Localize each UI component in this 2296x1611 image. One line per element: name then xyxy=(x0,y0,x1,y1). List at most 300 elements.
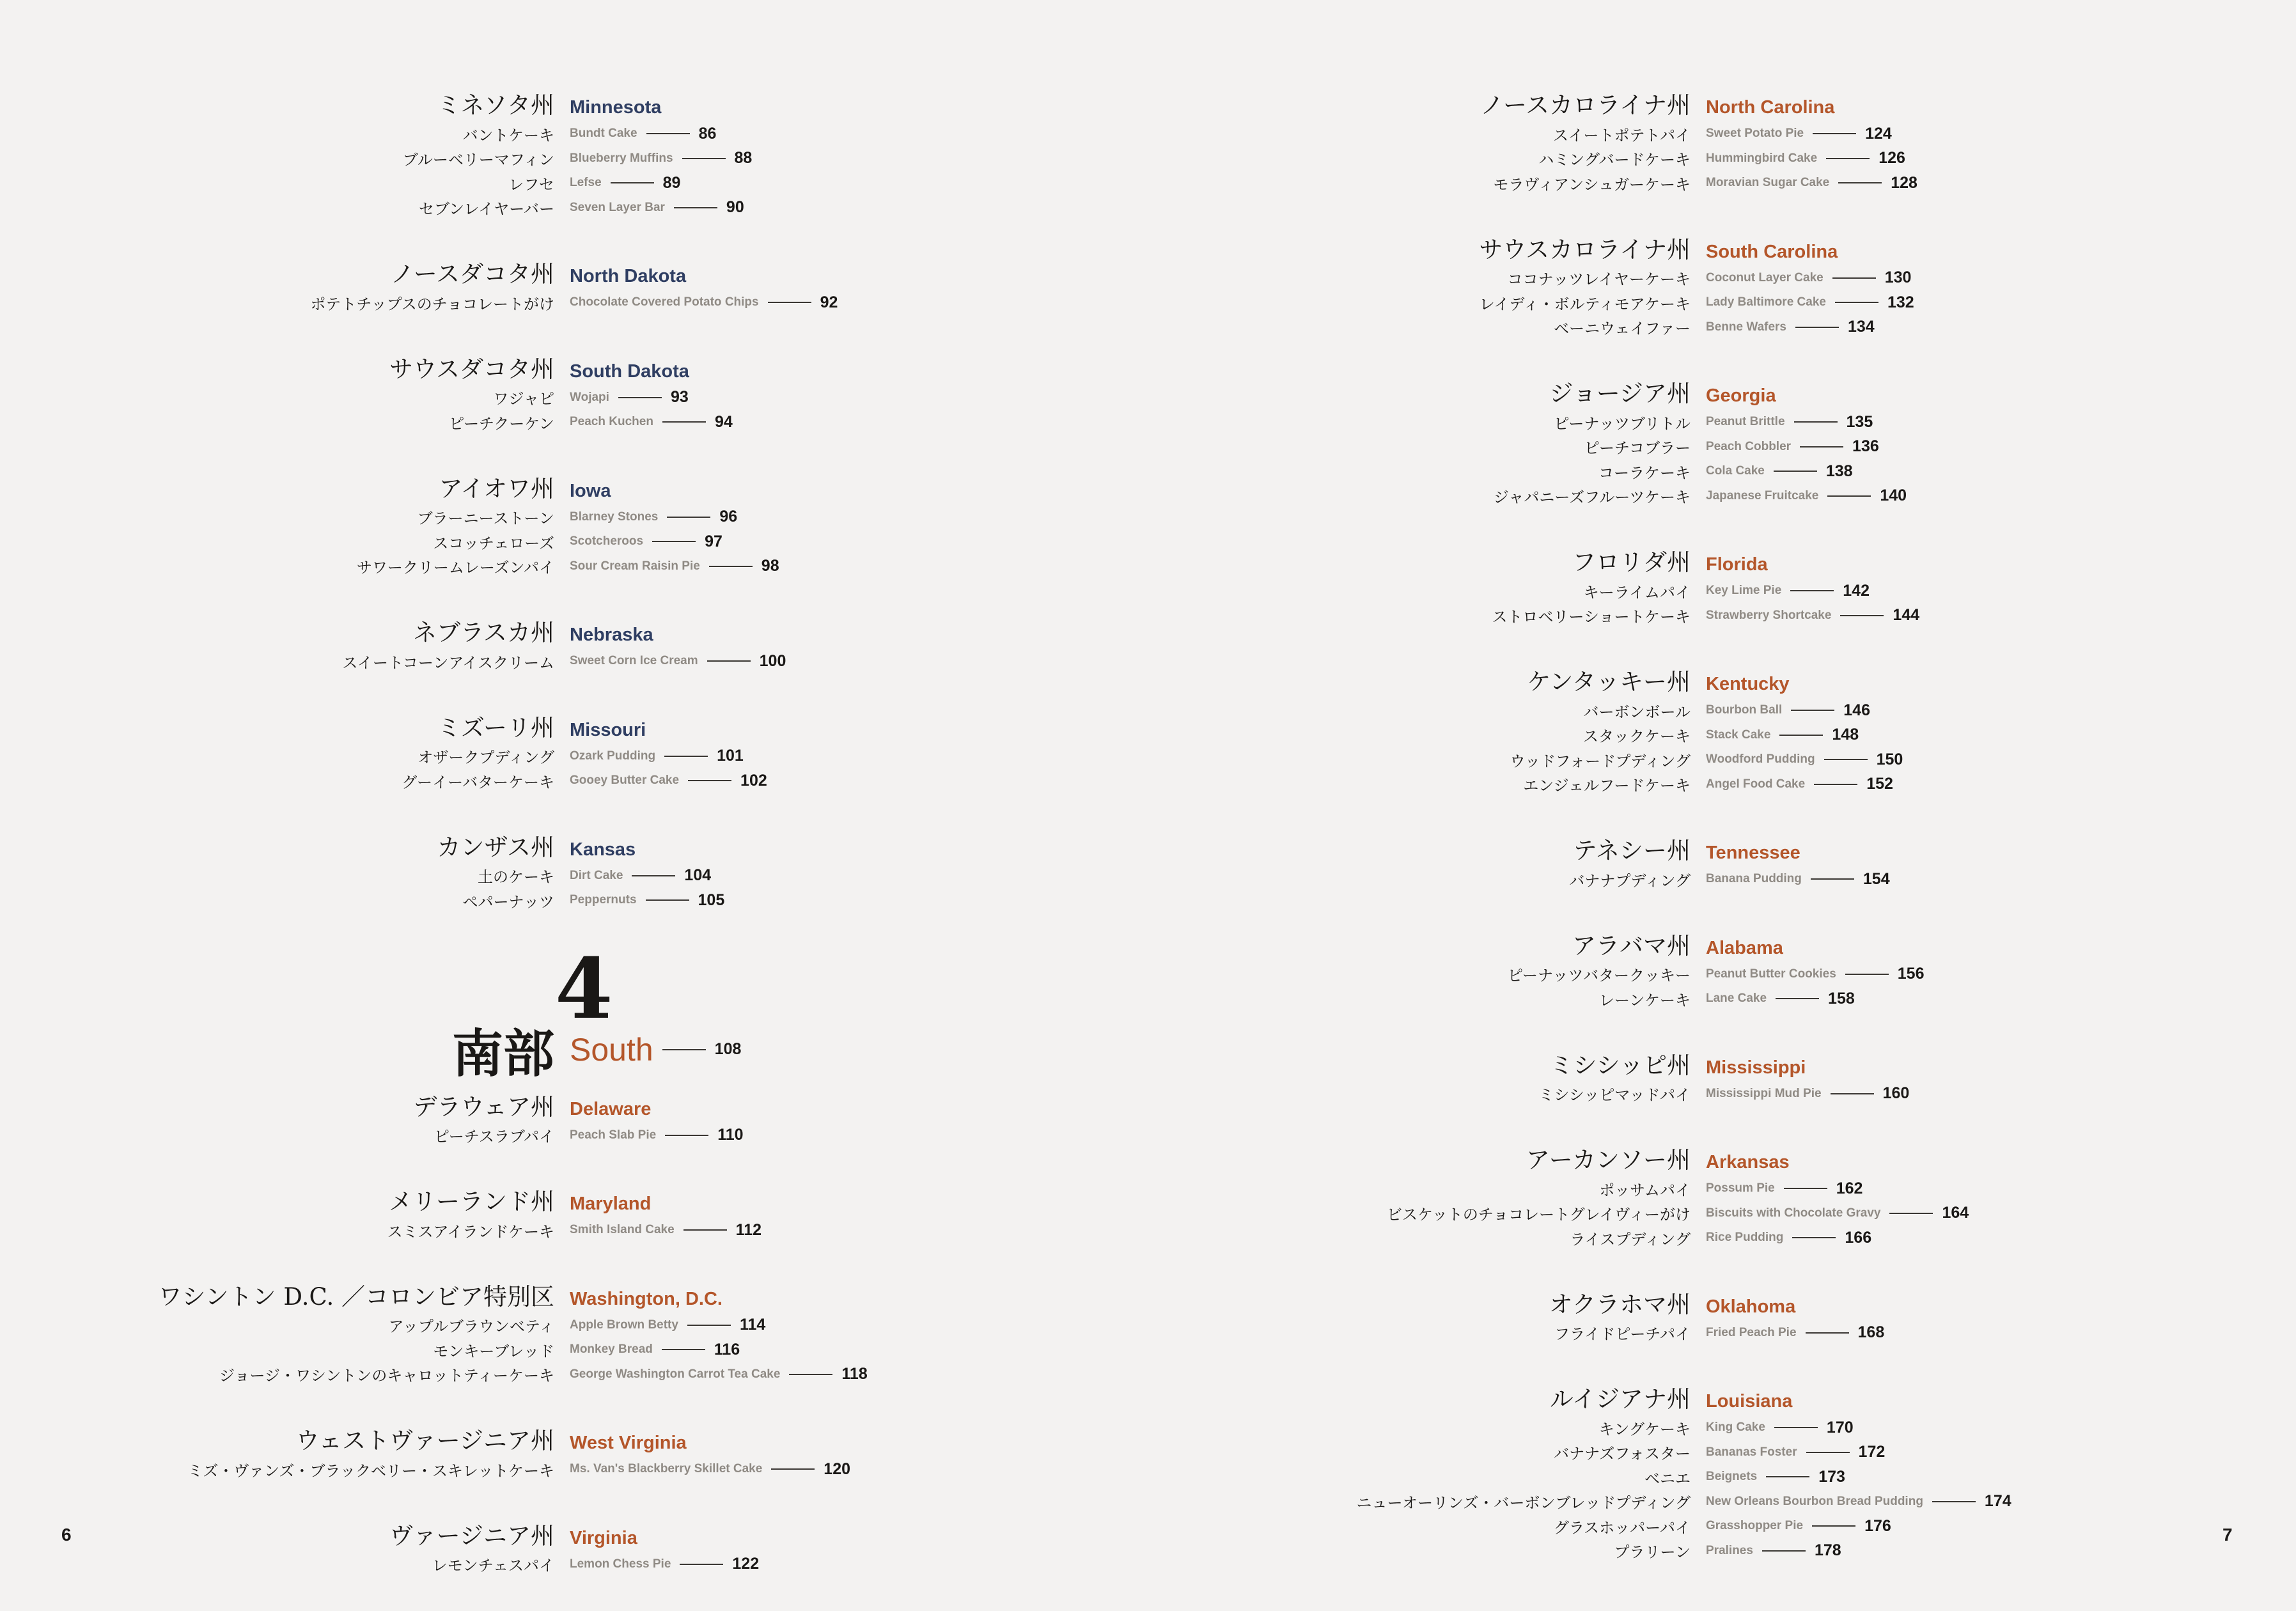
recipe-entry[interactable] xyxy=(0,121,868,146)
recipe-page-number: 104 xyxy=(684,866,712,885)
recipe-entry[interactable] xyxy=(1136,747,2011,772)
state-name-ja: ミシシッピ州 xyxy=(1549,1051,1691,1079)
state-block xyxy=(1136,662,2011,797)
recipe-entry[interactable] xyxy=(0,196,868,221)
leader-line xyxy=(662,1349,705,1350)
state-heading xyxy=(0,254,868,290)
recipe-entry[interactable] xyxy=(0,146,868,171)
state-heading xyxy=(0,1421,868,1457)
recipe-name-en: Coconut Layer Cake xyxy=(1706,270,1824,284)
recipe-page-number: 174 xyxy=(1984,1492,2011,1511)
recipe-name-en: Bourbon Ball xyxy=(1706,703,1783,717)
recipe-page-number: 126 xyxy=(1878,149,1905,167)
recipe-entry[interactable] xyxy=(1136,1490,2011,1514)
recipe-name-ja: ピーチクーケン xyxy=(449,414,554,433)
recipe-page-number: 168 xyxy=(1857,1323,1885,1342)
state-heading xyxy=(0,1277,868,1313)
leader-line xyxy=(1813,133,1856,134)
state-heading xyxy=(0,350,868,385)
state-name-en: Oklahoma xyxy=(1706,1296,1796,1317)
recipe-name-ja: スミスアイランドケーキ xyxy=(387,1222,554,1241)
recipe-name-en: Monkey Bread xyxy=(570,1342,653,1357)
state-name-en: Georgia xyxy=(1706,385,1776,406)
leader-line xyxy=(1814,784,1857,785)
recipe-name-ja: ポッサムパイ xyxy=(1599,1181,1691,1199)
leader-line xyxy=(1932,1501,1976,1502)
state-heading xyxy=(0,86,868,121)
leader-line xyxy=(664,756,708,757)
recipe-page-number: 140 xyxy=(1880,486,1907,505)
state-block xyxy=(0,613,868,674)
leader-line xyxy=(688,780,731,781)
recipe-name-ja: ピーチコブラー xyxy=(1584,439,1691,458)
leader-line xyxy=(682,158,726,159)
recipe-entry[interactable] xyxy=(1136,410,2011,435)
recipe-page-number: 138 xyxy=(1825,462,1853,480)
recipe-name-en: Apple Brown Betty xyxy=(570,1318,678,1332)
recipe-name-en: Biscuits with Chocolate Gravy xyxy=(1706,1206,1881,1220)
state-name-ja: ネブラスカ州 xyxy=(413,619,554,646)
state-heading xyxy=(1136,86,2011,121)
recipe-name-en: Peach Slab Pie xyxy=(570,1128,657,1142)
state-heading xyxy=(0,1087,868,1123)
recipe-entry[interactable] xyxy=(1136,962,2011,987)
recipe-page-number: 112 xyxy=(735,1220,762,1239)
leader-line xyxy=(667,517,710,518)
recipe-entry[interactable] xyxy=(1136,1176,2011,1201)
recipe-entry[interactable] xyxy=(1136,1226,2011,1250)
recipe-page-number: 150 xyxy=(1876,750,1903,768)
leader-line xyxy=(618,397,662,398)
state-name-ja: ワシントン D.C. ／コロンビア特別区 xyxy=(158,1282,554,1311)
recipe-entry[interactable] xyxy=(1136,1465,2011,1490)
recipe-page-number: 156 xyxy=(1897,965,1925,983)
recipe-entry[interactable] xyxy=(1136,121,2011,146)
recipe-name-en: Scotcheroos xyxy=(570,534,644,549)
recipe-entry[interactable] xyxy=(1136,772,2011,797)
recipe-name-en: Smith Island Cake xyxy=(570,1223,675,1237)
recipe-name-en: Ozark Pudding xyxy=(570,749,656,763)
state-block xyxy=(0,1421,868,1482)
state-name-ja: ノースカロライナ州 xyxy=(1480,91,1691,119)
state-name-ja: ウェストヴァージニア州 xyxy=(295,1427,554,1454)
state-block xyxy=(0,469,868,579)
recipe-page-number: 122 xyxy=(732,1555,760,1573)
recipe-name-ja: ベニエ xyxy=(1644,1469,1691,1488)
leader-line xyxy=(611,182,654,183)
recipe-entry[interactable] xyxy=(1136,1082,2011,1107)
leader-line xyxy=(789,1374,832,1375)
leader-line xyxy=(1784,1188,1827,1189)
recipe-name-en: Peppernuts xyxy=(570,893,637,907)
recipe-name-ja: ポテトチップスのチョコレートがけ xyxy=(310,295,554,313)
state-name-ja: サウスダコタ州 xyxy=(389,355,554,383)
recipe-name-en: Lemon Chess Pie xyxy=(570,1557,671,1571)
recipe-name-en: Grasshopper Pie xyxy=(1706,1519,1804,1533)
midwest-states-list xyxy=(0,86,868,913)
state-block xyxy=(0,828,868,913)
recipe-entry[interactable] xyxy=(0,1362,868,1387)
leader-line xyxy=(1762,1550,1806,1552)
state-name-en: Delaware xyxy=(570,1098,652,1119)
state-heading xyxy=(0,469,868,505)
recipe-name-ja: ニューオーリンズ・バーボンブレッドプディング xyxy=(1356,1494,1691,1513)
recipe-name-en: Wojapi xyxy=(570,390,609,404)
recipe-name-ja: レフセ xyxy=(508,175,554,194)
state-name-en: Arkansas xyxy=(1706,1152,1790,1172)
recipe-entry[interactable] xyxy=(1136,146,2011,171)
recipe-name-ja: オザークプディング xyxy=(418,749,554,767)
recipe-name-ja: レーンケーキ xyxy=(1598,991,1691,1009)
recipe-entry[interactable] xyxy=(0,554,868,579)
recipe-entry[interactable] xyxy=(1136,1539,2011,1564)
recipe-page-number: 94 xyxy=(714,412,733,431)
recipe-name-ja: バントケーキ xyxy=(462,126,554,144)
recipe-page-number: 89 xyxy=(662,173,681,192)
recipe-name-en: Sweet Corn Ice Cream xyxy=(570,654,698,668)
state-name-en: Mississippi xyxy=(1706,1057,1806,1078)
recipe-entry[interactable] xyxy=(1136,1440,2011,1465)
recipe-page-number: 146 xyxy=(1843,701,1870,719)
recipe-page-number: 97 xyxy=(705,532,722,550)
recipe-entry[interactable] xyxy=(0,1457,868,1482)
section-heading xyxy=(0,939,868,1084)
south-states-list-left xyxy=(0,1087,868,1577)
recipe-entry[interactable] xyxy=(1136,290,2011,315)
leader-line xyxy=(1824,759,1868,760)
recipe-name-en: Banana Pudding xyxy=(1706,872,1802,886)
recipe-name-ja: ビスケットのチョコレートグレイヴィーがけ xyxy=(1387,1206,1691,1224)
leader-line xyxy=(1838,182,1882,183)
leader-line xyxy=(1779,735,1823,736)
state-name-en: Iowa xyxy=(570,480,611,501)
recipe-entry[interactable] xyxy=(0,1337,868,1362)
state-name-en: Kentucky xyxy=(1706,674,1790,694)
toc-left-column xyxy=(0,86,868,1611)
recipe-name-en: Mississippi Mud Pie xyxy=(1706,1086,1822,1100)
recipe-name-ja: ピーチスラブパイ xyxy=(433,1128,554,1146)
state-block xyxy=(0,350,868,435)
leader-line xyxy=(662,1049,706,1050)
leader-line xyxy=(662,421,706,423)
leader-line xyxy=(1806,1452,1850,1453)
recipe-entry[interactable] xyxy=(1136,1321,2011,1346)
state-name-ja: デラウェア州 xyxy=(413,1093,554,1121)
recipe-page-number: 118 xyxy=(841,1365,868,1383)
state-name-en: Nebraska xyxy=(570,625,653,645)
recipe-entry[interactable] xyxy=(0,649,868,674)
recipe-name-ja: プラリーン xyxy=(1614,1543,1691,1562)
recipe-name-en: Sour Cream Raisin Pie xyxy=(570,559,700,573)
recipe-name-ja: ウッドフォードプディング xyxy=(1510,752,1691,770)
recipe-name-ja: スイートコーンアイスクリーム xyxy=(342,653,554,672)
leader-line xyxy=(1835,302,1878,303)
state-name-en: Virginia xyxy=(570,1527,637,1548)
recipe-page-number: 96 xyxy=(719,508,738,526)
recipe-entry[interactable] xyxy=(0,505,868,530)
recipe-page-number: 98 xyxy=(761,557,779,575)
recipe-entry[interactable] xyxy=(1136,986,2011,1011)
recipe-page-number: 144 xyxy=(1893,606,1920,625)
recipe-name-ja: スイートポテトパイ xyxy=(1552,126,1691,144)
recipe-name-ja: エンジェルフードケーキ xyxy=(1523,777,1691,795)
recipe-name-en: Lane Cake xyxy=(1706,992,1767,1006)
recipe-entry[interactable] xyxy=(0,410,868,435)
state-heading xyxy=(0,1182,868,1218)
state-name-ja: メリーランド州 xyxy=(389,1188,554,1215)
section-number: 4 xyxy=(555,939,613,1038)
recipe-entry[interactable] xyxy=(0,1123,868,1148)
leader-line xyxy=(707,660,751,662)
recipe-entry[interactable] xyxy=(1136,484,2011,509)
recipe-name-ja: ライスプディング xyxy=(1570,1230,1691,1249)
recipe-page-number: 154 xyxy=(1863,869,1890,888)
recipe-page-number: 178 xyxy=(1814,1541,1841,1560)
recipe-name-ja: ペパーナッツ xyxy=(462,892,554,911)
recipe-entry[interactable] xyxy=(1136,698,2011,723)
recipe-name-en: Cola Cake xyxy=(1706,464,1765,478)
state-name-ja: フロリダ州 xyxy=(1572,549,1691,576)
state-block xyxy=(1136,543,2011,628)
section-page-number: 108 xyxy=(714,1040,742,1058)
recipe-entry[interactable] xyxy=(1136,579,2011,603)
south-states-list-right xyxy=(1136,86,2011,1563)
state-heading xyxy=(0,613,868,649)
leader-line xyxy=(1831,1093,1874,1094)
state-name-en: Florida xyxy=(1706,554,1768,575)
recipe-entry[interactable] xyxy=(0,1313,868,1338)
recipe-page-number: 134 xyxy=(1848,318,1875,336)
leader-line xyxy=(1795,327,1839,328)
state-block xyxy=(0,1516,868,1577)
recipe-name-en: Benne Wafers xyxy=(1706,320,1786,334)
recipe-entry[interactable] xyxy=(0,864,868,889)
recipe-name-ja: ブルーベリーマフィン xyxy=(402,151,554,169)
state-name-en: South Dakota xyxy=(570,361,689,382)
recipe-entry[interactable] xyxy=(1136,1415,2011,1440)
leader-line xyxy=(1766,1476,1809,1477)
state-block xyxy=(1136,374,2011,508)
leader-line xyxy=(768,302,811,303)
recipe-name-en: Angel Food Cake xyxy=(1706,777,1806,791)
recipe-entry[interactable] xyxy=(0,290,868,315)
state-heading xyxy=(1136,1046,2011,1082)
recipe-entry[interactable] xyxy=(1136,867,2011,892)
leader-line xyxy=(1790,590,1834,591)
recipe-entry[interactable] xyxy=(1136,1514,2011,1539)
recipe-entry[interactable] xyxy=(0,385,868,410)
recipe-name-en: Key Lime Pie xyxy=(1706,584,1782,598)
state-block xyxy=(0,86,868,220)
recipe-page-number: 110 xyxy=(717,1126,744,1144)
recipe-page-number: 132 xyxy=(1887,293,1914,311)
state-name-en: South Carolina xyxy=(1706,241,1838,262)
recipe-entry[interactable] xyxy=(1136,266,2011,291)
state-block xyxy=(0,254,868,315)
state-name-ja: ミネソタ州 xyxy=(437,91,554,119)
leader-line xyxy=(1774,1427,1818,1428)
state-name-en: Alabama xyxy=(1706,937,1783,958)
state-block xyxy=(1136,86,2011,196)
leader-line xyxy=(665,1135,708,1136)
state-name-ja: テネシー州 xyxy=(1573,837,1691,864)
leader-line xyxy=(1811,878,1854,880)
leader-line xyxy=(1794,421,1838,423)
recipe-name-ja: フライドピーチパイ xyxy=(1554,1325,1691,1344)
recipe-page-number: 120 xyxy=(824,1459,851,1478)
recipe-entry[interactable] xyxy=(1136,315,2011,340)
leader-line xyxy=(771,1468,815,1470)
leader-line xyxy=(1826,158,1870,159)
state-heading xyxy=(1136,230,2011,266)
recipe-page-number: 93 xyxy=(670,388,689,407)
recipe-name-en: Sweet Potato Pie xyxy=(1706,127,1804,141)
recipe-name-en: King Cake xyxy=(1706,1420,1765,1435)
state-block xyxy=(1136,230,2011,340)
recipe-name-ja: ココナッツレイヤーケーキ xyxy=(1507,270,1691,289)
leader-line xyxy=(1800,446,1843,447)
recipe-name-ja: コーラケーキ xyxy=(1598,463,1691,482)
recipe-page-number: 166 xyxy=(1845,1228,1872,1247)
recipe-page-number: 105 xyxy=(698,891,725,909)
recipe-page-number: 173 xyxy=(1818,1467,1845,1486)
recipe-entry[interactable] xyxy=(1136,435,2011,460)
recipe-name-ja: キーライムパイ xyxy=(1583,583,1691,602)
state-name-ja: ジョージア州 xyxy=(1549,380,1691,407)
recipe-name-ja: アップルブラウンベティ xyxy=(388,1318,554,1336)
recipe-page-number: 142 xyxy=(1843,581,1870,600)
recipe-name-ja: スタックケーキ xyxy=(1583,728,1691,746)
state-heading xyxy=(1136,543,2011,579)
recipe-page-number: 124 xyxy=(1865,124,1892,143)
recipe-name-en: Rice Pudding xyxy=(1706,1231,1784,1245)
recipe-entry[interactable] xyxy=(1136,1201,2011,1226)
state-name-ja: ノースダコタ州 xyxy=(390,260,554,288)
recipe-page-number: 88 xyxy=(734,149,753,167)
recipe-name-ja: ワジャピ xyxy=(493,390,554,409)
recipe-name-ja: ブラーニーストーン xyxy=(417,510,554,528)
recipe-entry[interactable] xyxy=(0,1218,868,1243)
recipe-entry[interactable] xyxy=(0,171,868,196)
leader-line xyxy=(1840,615,1884,616)
recipe-page-number: 90 xyxy=(726,198,744,217)
recipe-name-ja: サワークリームレーズンパイ xyxy=(356,559,554,577)
state-heading xyxy=(1136,831,2011,867)
state-heading xyxy=(1136,662,2011,698)
state-name-ja: アラバマ州 xyxy=(1572,931,1691,960)
recipe-name-en: Peanut Brittle xyxy=(1706,415,1785,429)
recipe-entry[interactable] xyxy=(0,768,868,793)
state-name-en: West Virginia xyxy=(570,1433,687,1453)
leader-line xyxy=(1792,1237,1836,1238)
folio-right: 7 xyxy=(2222,1525,2233,1545)
recipe-page-number: 158 xyxy=(1828,989,1855,1008)
recipe-entry[interactable] xyxy=(0,1552,868,1577)
recipe-name-en: Bananas Foster xyxy=(1706,1445,1797,1459)
recipe-name-en: Beignets xyxy=(1706,1470,1758,1484)
recipe-page-number: 100 xyxy=(759,651,786,670)
leader-line xyxy=(1812,1525,1855,1527)
state-name-ja: ルイジアナ州 xyxy=(1549,1385,1691,1413)
recipe-name-en: Dirt Cake xyxy=(570,868,623,882)
recipe-name-ja: ストロベリーショートケーキ xyxy=(1492,608,1691,626)
recipe-name-en: Strawberry Shortcake xyxy=(1706,608,1832,622)
recipe-name-ja: ピーナッツブリトル xyxy=(1554,414,1691,433)
state-heading xyxy=(0,828,868,864)
state-block xyxy=(1136,1285,2011,1346)
leader-line xyxy=(1827,495,1871,497)
recipe-entry[interactable] xyxy=(0,888,868,913)
recipe-entry[interactable] xyxy=(0,529,868,554)
state-name-en: Missouri xyxy=(570,719,646,740)
leader-line xyxy=(646,133,690,134)
recipe-name-en: New Orleans Bourbon Bread Pudding xyxy=(1706,1494,1923,1508)
recipe-page-number: 170 xyxy=(1826,1418,1854,1436)
state-heading xyxy=(0,708,868,744)
state-block xyxy=(0,1277,868,1387)
recipe-name-ja: ベーニウェイファー xyxy=(1554,320,1691,338)
recipe-name-en: Hummingbird Cake xyxy=(1706,151,1818,165)
state-block xyxy=(1136,1046,2011,1107)
state-name-ja: ミズーリ州 xyxy=(437,713,554,742)
recipe-entry[interactable] xyxy=(1136,459,2011,484)
state-block xyxy=(0,1087,868,1148)
recipe-name-en: Gooey Butter Cake xyxy=(570,774,680,788)
recipe-entry[interactable] xyxy=(1136,723,2011,748)
recipe-name-ja: キングケーキ xyxy=(1598,1420,1691,1438)
recipe-page-number: 172 xyxy=(1858,1443,1886,1461)
recipe-name-ja: グーイーバターケーキ xyxy=(402,773,554,791)
state-name-en: Minnesota xyxy=(570,97,662,118)
leader-line xyxy=(1774,471,1817,472)
state-block xyxy=(0,708,868,793)
recipe-name-en: Chocolate Covered Potato Chips xyxy=(570,295,759,309)
recipe-name-ja: ミシシッピマッドパイ xyxy=(1538,1086,1691,1105)
recipe-entry[interactable] xyxy=(1136,603,2011,628)
section-title-ja: 南部 xyxy=(452,1023,554,1084)
recipe-page-number: 116 xyxy=(714,1340,740,1358)
recipe-page-number: 135 xyxy=(1846,412,1873,431)
state-name-ja: ケンタッキー州 xyxy=(1527,668,1691,696)
state-heading xyxy=(1136,1380,2011,1415)
section-title-row[interactable] xyxy=(0,1023,742,1084)
state-heading xyxy=(0,1516,868,1552)
state-block xyxy=(1136,926,2011,1011)
recipe-name-ja: グラスホッパーパイ xyxy=(1553,1518,1691,1537)
recipe-page-number: 86 xyxy=(698,124,717,143)
recipe-entry[interactable] xyxy=(1136,171,2011,196)
state-name-ja: サウスカロライナ州 xyxy=(1479,235,1691,263)
state-name-en: Louisiana xyxy=(1706,1391,1793,1412)
state-name-en: North Carolina xyxy=(1706,97,1835,118)
state-name-en: North Dakota xyxy=(570,266,687,286)
recipe-name-ja: モラヴィアンシュガーケーキ xyxy=(1493,175,1691,194)
recipe-page-number: 136 xyxy=(1852,437,1879,456)
leader-line xyxy=(683,1229,727,1231)
recipe-page-number: 152 xyxy=(1866,775,1893,793)
recipe-page-number: 164 xyxy=(1942,1204,1969,1222)
recipe-page-number: 102 xyxy=(740,771,767,790)
recipe-page-number: 101 xyxy=(717,747,744,765)
recipe-entry[interactable] xyxy=(0,744,868,769)
state-heading xyxy=(1136,1140,2011,1176)
recipe-name-en: Japanese Fruitcake xyxy=(1706,488,1819,502)
state-block xyxy=(1136,1140,2011,1250)
recipe-name-en: George Washington Carrot Tea Cake xyxy=(570,1367,781,1381)
recipe-page-number: 176 xyxy=(1864,1516,1891,1535)
state-block xyxy=(1136,831,2011,892)
recipe-name-en: Ms. Van's Blackberry Skillet Cake xyxy=(570,1462,763,1476)
